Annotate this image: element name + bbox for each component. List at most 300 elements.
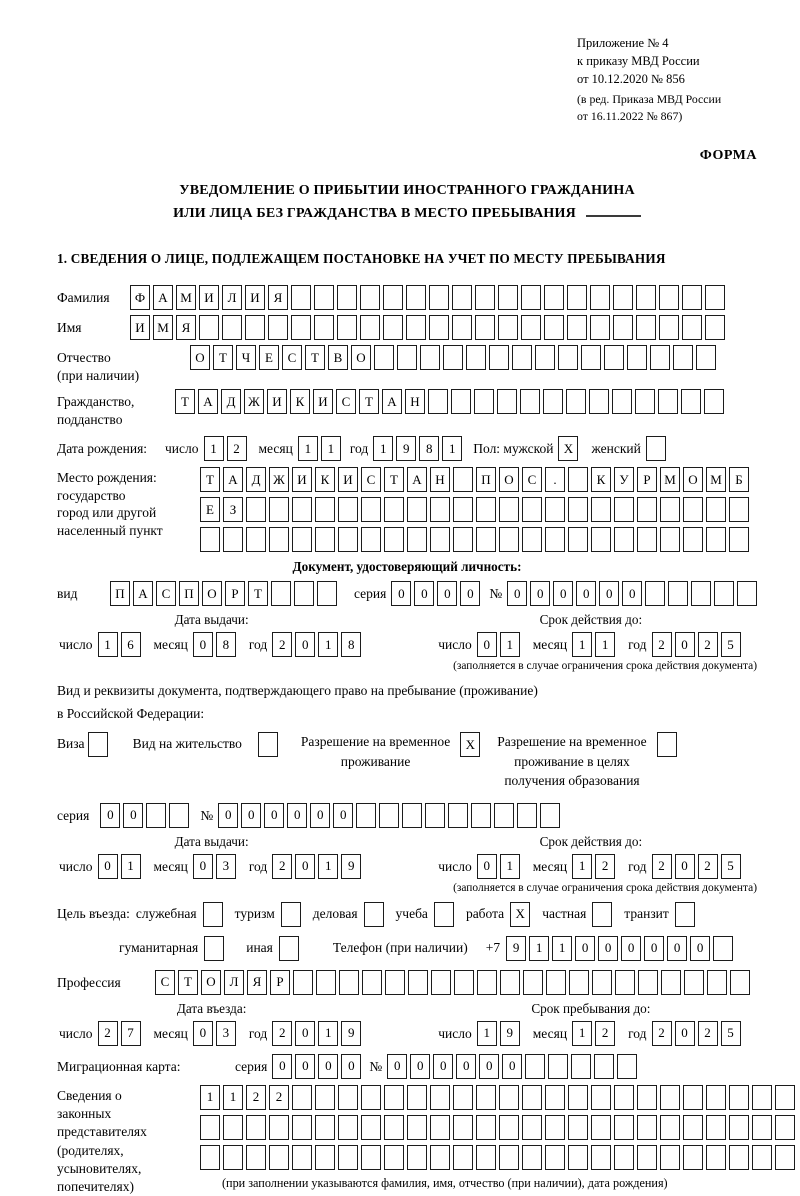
- char-cell[interactable]: А: [407, 467, 427, 492]
- char-cell[interactable]: [545, 1115, 565, 1140]
- char-cell[interactable]: М: [660, 467, 680, 492]
- char-cell[interactable]: Д: [221, 389, 241, 414]
- char-cell[interactable]: [660, 527, 680, 552]
- char-cell[interactable]: [714, 581, 734, 606]
- char-cell[interactable]: [384, 527, 404, 552]
- char-cell[interactable]: [407, 527, 427, 552]
- char-cell[interactable]: [706, 527, 726, 552]
- char-cell[interactable]: 0: [333, 803, 353, 828]
- char-cell[interactable]: 2: [652, 632, 672, 657]
- char-cell[interactable]: [591, 1115, 611, 1140]
- char-cell[interactable]: [374, 345, 394, 370]
- char-cell[interactable]: 5: [721, 1021, 741, 1046]
- char-cell[interactable]: Н: [430, 467, 450, 492]
- char-cell[interactable]: 1: [442, 436, 462, 461]
- char-cell[interactable]: [614, 497, 634, 522]
- char-cell[interactable]: М: [176, 285, 196, 310]
- char-cell[interactable]: Е: [200, 497, 220, 522]
- char-cell[interactable]: К: [290, 389, 310, 414]
- char-cell[interactable]: [729, 527, 749, 552]
- char-cell[interactable]: О: [202, 581, 222, 606]
- char-cell[interactable]: [489, 345, 509, 370]
- char-cell[interactable]: X: [460, 732, 480, 757]
- char-cell[interactable]: [729, 1145, 749, 1170]
- char-cell[interactable]: [752, 1115, 772, 1140]
- char-cell[interactable]: [316, 970, 336, 995]
- char-cell[interactable]: Т: [213, 345, 233, 370]
- char-cell[interactable]: [520, 389, 540, 414]
- char-cell[interactable]: [713, 936, 733, 961]
- char-cell[interactable]: [613, 285, 633, 310]
- char-cell[interactable]: 0: [218, 803, 238, 828]
- char-cell[interactable]: Р: [637, 467, 657, 492]
- char-cell[interactable]: [291, 315, 311, 340]
- char-cell[interactable]: 0: [575, 936, 595, 961]
- char-cell[interactable]: [707, 970, 727, 995]
- char-cell[interactable]: [146, 803, 166, 828]
- char-cell[interactable]: [407, 497, 427, 522]
- char-cell[interactable]: 0: [507, 581, 527, 606]
- char-cell[interactable]: [568, 1145, 588, 1170]
- char-cell[interactable]: [402, 803, 422, 828]
- char-cell[interactable]: [315, 497, 335, 522]
- char-cell[interactable]: 1: [529, 936, 549, 961]
- char-cell[interactable]: [317, 581, 337, 606]
- char-cell[interactable]: [683, 1145, 703, 1170]
- char-cell[interactable]: 3: [216, 854, 236, 879]
- char-cell[interactable]: [315, 1085, 335, 1110]
- char-cell[interactable]: [684, 970, 704, 995]
- char-cell[interactable]: 0: [433, 1054, 453, 1079]
- char-cell[interactable]: 5: [721, 632, 741, 657]
- char-cell[interactable]: О: [201, 970, 221, 995]
- char-cell[interactable]: [704, 389, 724, 414]
- char-cell[interactable]: [420, 345, 440, 370]
- char-cell[interactable]: [499, 1115, 519, 1140]
- char-cell[interactable]: 0: [193, 1021, 213, 1046]
- char-cell[interactable]: [522, 1145, 542, 1170]
- char-cell[interactable]: [637, 527, 657, 552]
- char-cell[interactable]: [673, 345, 693, 370]
- char-cell[interactable]: [246, 1115, 266, 1140]
- char-cell[interactable]: [540, 803, 560, 828]
- char-cell[interactable]: [430, 497, 450, 522]
- char-cell[interactable]: [683, 527, 703, 552]
- char-cell[interactable]: Т: [178, 970, 198, 995]
- char-cell[interactable]: [543, 389, 563, 414]
- char-cell[interactable]: [498, 315, 518, 340]
- char-cell[interactable]: 1: [373, 436, 393, 461]
- char-cell[interactable]: 2: [272, 1021, 292, 1046]
- char-cell[interactable]: [706, 497, 726, 522]
- char-cell[interactable]: О: [190, 345, 210, 370]
- char-cell[interactable]: [569, 970, 589, 995]
- char-cell[interactable]: 9: [396, 436, 416, 461]
- char-cell[interactable]: 0: [675, 632, 695, 657]
- char-cell[interactable]: Т: [305, 345, 325, 370]
- char-cell[interactable]: [385, 970, 405, 995]
- char-cell[interactable]: [614, 527, 634, 552]
- char-cell[interactable]: 2: [652, 854, 672, 879]
- char-cell[interactable]: [545, 1145, 565, 1170]
- char-cell[interactable]: 0: [530, 581, 550, 606]
- char-cell[interactable]: К: [315, 467, 335, 492]
- char-cell[interactable]: [546, 970, 566, 995]
- char-cell[interactable]: [594, 1054, 614, 1079]
- char-cell[interactable]: [522, 1085, 542, 1110]
- char-cell[interactable]: [499, 1085, 519, 1110]
- char-cell[interactable]: [589, 389, 609, 414]
- char-cell[interactable]: 2: [652, 1021, 672, 1046]
- char-cell[interactable]: [737, 581, 757, 606]
- char-cell[interactable]: 1: [121, 854, 141, 879]
- char-cell[interactable]: Р: [270, 970, 290, 995]
- char-cell[interactable]: 1: [595, 632, 615, 657]
- char-cell[interactable]: [523, 970, 543, 995]
- char-cell[interactable]: [269, 1145, 289, 1170]
- char-cell[interactable]: Я: [176, 315, 196, 340]
- char-cell[interactable]: [364, 902, 384, 927]
- char-cell[interactable]: [675, 902, 695, 927]
- char-cell[interactable]: [407, 1145, 427, 1170]
- char-cell[interactable]: [476, 527, 496, 552]
- char-cell[interactable]: 8: [341, 632, 361, 657]
- char-cell[interactable]: П: [476, 467, 496, 492]
- char-cell[interactable]: Т: [175, 389, 195, 414]
- char-cell[interactable]: 0: [318, 1054, 338, 1079]
- char-cell[interactable]: И: [245, 285, 265, 310]
- char-cell[interactable]: [474, 389, 494, 414]
- char-cell[interactable]: [453, 467, 473, 492]
- char-cell[interactable]: В: [328, 345, 348, 370]
- char-cell[interactable]: [430, 1085, 450, 1110]
- char-cell[interactable]: 0: [477, 854, 497, 879]
- char-cell[interactable]: 9: [506, 936, 526, 961]
- char-cell[interactable]: Р: [225, 581, 245, 606]
- char-cell[interactable]: И: [130, 315, 150, 340]
- char-cell[interactable]: [338, 527, 358, 552]
- char-cell[interactable]: 0: [690, 936, 710, 961]
- char-cell[interactable]: [199, 315, 219, 340]
- char-cell[interactable]: [604, 345, 624, 370]
- char-cell[interactable]: [517, 803, 537, 828]
- char-cell[interactable]: [434, 902, 454, 927]
- char-cell[interactable]: [271, 581, 291, 606]
- char-cell[interactable]: [477, 970, 497, 995]
- char-cell[interactable]: [397, 345, 417, 370]
- char-cell[interactable]: 2: [698, 632, 718, 657]
- char-cell[interactable]: [512, 345, 532, 370]
- char-cell[interactable]: [453, 1115, 473, 1140]
- char-cell[interactable]: 1: [200, 1085, 220, 1110]
- char-cell[interactable]: 9: [341, 854, 361, 879]
- char-cell[interactable]: [660, 1085, 680, 1110]
- char-cell[interactable]: [522, 1115, 542, 1140]
- char-cell[interactable]: [476, 1115, 496, 1140]
- char-cell[interactable]: [452, 315, 472, 340]
- char-cell[interactable]: [476, 497, 496, 522]
- char-cell[interactable]: [567, 315, 587, 340]
- char-cell[interactable]: И: [313, 389, 333, 414]
- char-cell[interactable]: [591, 497, 611, 522]
- char-cell[interactable]: Я: [268, 285, 288, 310]
- char-cell[interactable]: 0: [310, 803, 330, 828]
- char-cell[interactable]: А: [223, 467, 243, 492]
- char-cell[interactable]: [682, 285, 702, 310]
- char-cell[interactable]: [661, 970, 681, 995]
- char-cell[interactable]: 1: [500, 632, 520, 657]
- char-cell[interactable]: [281, 902, 301, 927]
- char-cell[interactable]: [592, 970, 612, 995]
- char-cell[interactable]: К: [591, 467, 611, 492]
- char-cell[interactable]: [429, 285, 449, 310]
- char-cell[interactable]: [568, 497, 588, 522]
- char-cell[interactable]: [294, 581, 314, 606]
- char-cell[interactable]: [498, 285, 518, 310]
- char-cell[interactable]: [384, 1145, 404, 1170]
- char-cell[interactable]: [752, 1145, 772, 1170]
- char-cell[interactable]: 0: [100, 803, 120, 828]
- char-cell[interactable]: 0: [193, 632, 213, 657]
- char-cell[interactable]: 0: [576, 581, 596, 606]
- char-cell[interactable]: [499, 527, 519, 552]
- char-cell[interactable]: [775, 1115, 795, 1140]
- char-cell[interactable]: 0: [123, 803, 143, 828]
- char-cell[interactable]: 1: [204, 436, 224, 461]
- char-cell[interactable]: [384, 1085, 404, 1110]
- char-cell[interactable]: [361, 1145, 381, 1170]
- char-cell[interactable]: 0: [414, 581, 434, 606]
- char-cell[interactable]: [475, 285, 495, 310]
- char-cell[interactable]: [453, 1085, 473, 1110]
- char-cell[interactable]: 0: [675, 854, 695, 879]
- char-cell[interactable]: О: [499, 467, 519, 492]
- char-cell[interactable]: [246, 527, 266, 552]
- char-cell[interactable]: [453, 527, 473, 552]
- char-cell[interactable]: [590, 285, 610, 310]
- char-cell[interactable]: [338, 1145, 358, 1170]
- char-cell[interactable]: [443, 345, 463, 370]
- char-cell[interactable]: Т: [200, 467, 220, 492]
- char-cell[interactable]: [430, 1115, 450, 1140]
- char-cell[interactable]: [471, 803, 491, 828]
- char-cell[interactable]: [384, 497, 404, 522]
- char-cell[interactable]: [636, 315, 656, 340]
- char-cell[interactable]: [660, 1145, 680, 1170]
- char-cell[interactable]: [379, 803, 399, 828]
- char-cell[interactable]: Л: [222, 285, 242, 310]
- char-cell[interactable]: [339, 970, 359, 995]
- char-cell[interactable]: [88, 732, 108, 757]
- char-cell[interactable]: [522, 497, 542, 522]
- char-cell[interactable]: З: [223, 497, 243, 522]
- char-cell[interactable]: [591, 1145, 611, 1170]
- char-cell[interactable]: 1: [318, 1021, 338, 1046]
- char-cell[interactable]: [494, 803, 514, 828]
- char-cell[interactable]: [448, 803, 468, 828]
- char-cell[interactable]: [200, 527, 220, 552]
- char-cell[interactable]: [452, 285, 472, 310]
- char-cell[interactable]: 0: [599, 581, 619, 606]
- char-cell[interactable]: [453, 1145, 473, 1170]
- char-cell[interactable]: Т: [384, 467, 404, 492]
- char-cell[interactable]: [568, 467, 588, 492]
- char-cell[interactable]: С: [361, 467, 381, 492]
- char-cell[interactable]: [637, 497, 657, 522]
- char-cell[interactable]: [497, 389, 517, 414]
- char-cell[interactable]: [361, 1085, 381, 1110]
- char-cell[interactable]: 1: [572, 1021, 592, 1046]
- char-cell[interactable]: [361, 1115, 381, 1140]
- char-cell[interactable]: И: [267, 389, 287, 414]
- char-cell[interactable]: 0: [341, 1054, 361, 1079]
- char-cell[interactable]: [615, 970, 635, 995]
- char-cell[interactable]: [612, 389, 632, 414]
- char-cell[interactable]: 9: [341, 1021, 361, 1046]
- char-cell[interactable]: [617, 1054, 637, 1079]
- char-cell[interactable]: 0: [622, 581, 642, 606]
- char-cell[interactable]: [705, 285, 725, 310]
- char-cell[interactable]: [475, 315, 495, 340]
- char-cell[interactable]: 0: [295, 854, 315, 879]
- char-cell[interactable]: [637, 1115, 657, 1140]
- char-cell[interactable]: [683, 1115, 703, 1140]
- char-cell[interactable]: А: [133, 581, 153, 606]
- char-cell[interactable]: 9: [500, 1021, 520, 1046]
- char-cell[interactable]: [451, 389, 471, 414]
- char-cell[interactable]: 2: [698, 1021, 718, 1046]
- char-cell[interactable]: [558, 345, 578, 370]
- char-cell[interactable]: [430, 1145, 450, 1170]
- char-cell[interactable]: [292, 497, 312, 522]
- char-cell[interactable]: [315, 1115, 335, 1140]
- char-cell[interactable]: М: [706, 467, 726, 492]
- char-cell[interactable]: 2: [246, 1085, 266, 1110]
- char-cell[interactable]: [338, 1115, 358, 1140]
- char-cell[interactable]: [571, 1054, 591, 1079]
- char-cell[interactable]: [682, 315, 702, 340]
- char-cell[interactable]: [637, 1145, 657, 1170]
- char-cell[interactable]: [568, 1085, 588, 1110]
- char-cell[interactable]: [545, 527, 565, 552]
- char-cell[interactable]: 0: [598, 936, 618, 961]
- char-cell[interactable]: 1: [298, 436, 318, 461]
- char-cell[interactable]: 1: [318, 632, 338, 657]
- char-cell[interactable]: 0: [391, 581, 411, 606]
- char-cell[interactable]: 0: [272, 1054, 292, 1079]
- char-cell[interactable]: [499, 1145, 519, 1170]
- char-cell[interactable]: [545, 497, 565, 522]
- char-cell[interactable]: П: [179, 581, 199, 606]
- char-cell[interactable]: [627, 345, 647, 370]
- char-cell[interactable]: [269, 497, 289, 522]
- char-cell[interactable]: [383, 315, 403, 340]
- char-cell[interactable]: 0: [621, 936, 641, 961]
- char-cell[interactable]: [222, 315, 242, 340]
- char-cell[interactable]: Ж: [244, 389, 264, 414]
- char-cell[interactable]: [659, 285, 679, 310]
- char-cell[interactable]: П: [110, 581, 130, 606]
- char-cell[interactable]: 0: [193, 854, 213, 879]
- char-cell[interactable]: 5: [721, 854, 741, 879]
- char-cell[interactable]: А: [198, 389, 218, 414]
- char-cell[interactable]: [696, 345, 716, 370]
- char-cell[interactable]: И: [199, 285, 219, 310]
- char-cell[interactable]: [683, 497, 703, 522]
- char-cell[interactable]: С: [336, 389, 356, 414]
- char-cell[interactable]: 2: [269, 1085, 289, 1110]
- char-cell[interactable]: 0: [477, 632, 497, 657]
- char-cell[interactable]: [658, 389, 678, 414]
- char-cell[interactable]: [635, 389, 655, 414]
- char-cell[interactable]: 8: [419, 436, 439, 461]
- char-cell[interactable]: [591, 527, 611, 552]
- char-cell[interactable]: 2: [98, 1021, 118, 1046]
- char-cell[interactable]: X: [510, 902, 530, 927]
- char-cell[interactable]: [384, 1115, 404, 1140]
- char-cell[interactable]: 2: [595, 854, 615, 879]
- char-cell[interactable]: 0: [98, 854, 118, 879]
- char-cell[interactable]: [521, 315, 541, 340]
- char-cell[interactable]: [775, 1085, 795, 1110]
- char-cell[interactable]: [614, 1115, 634, 1140]
- char-cell[interactable]: [591, 1085, 611, 1110]
- char-cell[interactable]: 0: [667, 936, 687, 961]
- char-cell[interactable]: [293, 970, 313, 995]
- char-cell[interactable]: М: [153, 315, 173, 340]
- char-cell[interactable]: Н: [405, 389, 425, 414]
- char-cell[interactable]: С: [156, 581, 176, 606]
- char-cell[interactable]: [521, 285, 541, 310]
- char-cell[interactable]: [169, 803, 189, 828]
- char-cell[interactable]: 2: [272, 632, 292, 657]
- char-cell[interactable]: [659, 315, 679, 340]
- char-cell[interactable]: [431, 970, 451, 995]
- char-cell[interactable]: О: [683, 467, 703, 492]
- char-cell[interactable]: [292, 1115, 312, 1140]
- char-cell[interactable]: [291, 285, 311, 310]
- char-cell[interactable]: Л: [224, 970, 244, 995]
- char-cell[interactable]: [314, 315, 334, 340]
- char-cell[interactable]: [338, 1085, 358, 1110]
- char-cell[interactable]: [361, 527, 381, 552]
- char-cell[interactable]: [476, 1145, 496, 1170]
- char-cell[interactable]: [292, 527, 312, 552]
- char-cell[interactable]: 0: [295, 632, 315, 657]
- char-cell[interactable]: [454, 970, 474, 995]
- char-cell[interactable]: [337, 315, 357, 340]
- char-cell[interactable]: 0: [456, 1054, 476, 1079]
- char-cell[interactable]: [706, 1145, 726, 1170]
- char-cell[interactable]: [200, 1115, 220, 1140]
- char-cell[interactable]: [360, 285, 380, 310]
- char-cell[interactable]: [660, 497, 680, 522]
- char-cell[interactable]: [548, 1054, 568, 1079]
- char-cell[interactable]: [567, 285, 587, 310]
- char-cell[interactable]: [614, 1085, 634, 1110]
- char-cell[interactable]: [204, 936, 224, 961]
- char-cell[interactable]: 0: [675, 1021, 695, 1046]
- char-cell[interactable]: [522, 527, 542, 552]
- char-cell[interactable]: [730, 970, 750, 995]
- char-cell[interactable]: [568, 527, 588, 552]
- char-cell[interactable]: [406, 285, 426, 310]
- char-cell[interactable]: [292, 1085, 312, 1110]
- char-cell[interactable]: [499, 497, 519, 522]
- char-cell[interactable]: 1: [321, 436, 341, 461]
- char-cell[interactable]: [425, 803, 445, 828]
- char-cell[interactable]: [314, 285, 334, 310]
